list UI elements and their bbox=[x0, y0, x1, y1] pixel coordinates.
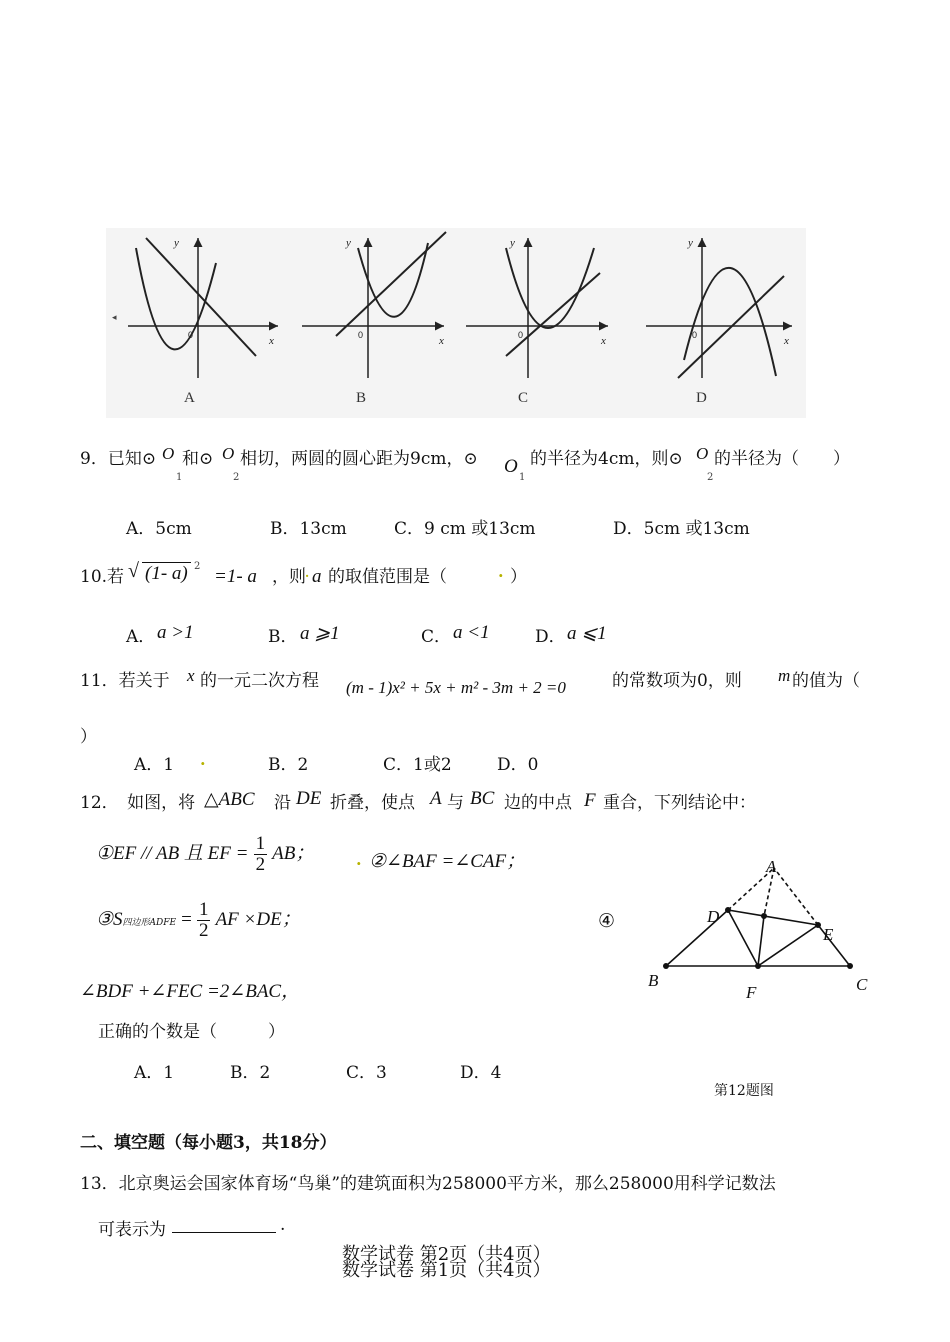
q12-c3-num: 1 bbox=[198, 899, 209, 920]
q12-option-b: B．2 bbox=[230, 1063, 271, 1083]
q9-stem-b: 和⊙ bbox=[182, 449, 214, 469]
q12-conclusion-4-mark: ④ bbox=[598, 911, 616, 932]
q12-figure-svg bbox=[640, 852, 880, 1012]
graph-b-label: B bbox=[356, 390, 367, 406]
q12-point-f: F bbox=[584, 790, 596, 811]
q9-stem-e: 的半径为（ ） bbox=[714, 449, 850, 469]
q12-label-b: B bbox=[648, 971, 659, 990]
graph-b-y-label: y bbox=[346, 237, 351, 249]
graph-c-y-label: y bbox=[510, 237, 515, 249]
q10-stem-a: 10.若 bbox=[80, 567, 125, 587]
q10-option-b-label: B． bbox=[268, 627, 298, 647]
q10-stem-d: ） bbox=[510, 567, 527, 587]
q9-o1-big: O bbox=[504, 456, 518, 477]
q12-c3-a: ③S bbox=[96, 909, 123, 930]
q12-ask: 正确的个数是（ ） bbox=[98, 1022, 285, 1042]
q12-de: DE bbox=[296, 788, 322, 809]
q11-option-c: C．1或2 bbox=[383, 755, 452, 775]
q12-c3-b: = bbox=[181, 909, 192, 930]
q12-label-e: E bbox=[823, 925, 834, 944]
q12-c1-b: AB； bbox=[272, 843, 315, 864]
q10-option-b-expr: a ⩾1 bbox=[300, 623, 340, 644]
graph-c bbox=[466, 238, 608, 378]
decorative-dot: . bbox=[200, 750, 206, 769]
decorative-dot: . bbox=[356, 850, 362, 869]
q11-stem-b: 的一元二次方程 bbox=[200, 671, 319, 691]
q9-sub1: 1 bbox=[176, 472, 183, 483]
q9-o1: O bbox=[162, 444, 175, 463]
graphs-svg bbox=[106, 228, 806, 418]
q12-bc: BC bbox=[470, 788, 495, 809]
q11-var-m: m bbox=[778, 666, 791, 685]
graph-a-origin: 0 bbox=[188, 330, 194, 340]
q12-c1-a: ①EF // AB 且 EF = bbox=[96, 843, 249, 864]
q11-stem-a: 11．若关于 bbox=[80, 671, 170, 691]
q10-radical-sign: √ bbox=[128, 560, 139, 582]
q12-conclusion-2: ②∠BAF =∠CAF； bbox=[369, 851, 526, 872]
q12-c1-num: 1 bbox=[255, 833, 266, 854]
q12-label-a: A bbox=[766, 857, 777, 876]
q12-figure bbox=[640, 852, 880, 1012]
q12-stem-d: 与 bbox=[447, 793, 464, 813]
q9-option-d: D．5cm 或13cm bbox=[613, 519, 750, 539]
q10-option-c-expr: a <1 bbox=[453, 622, 490, 643]
q12-label-c: C bbox=[856, 975, 868, 994]
decorative-dot: . bbox=[305, 566, 310, 580]
graph-d bbox=[646, 238, 792, 378]
graph-a-x-label: x bbox=[269, 335, 274, 347]
q9-o2: O bbox=[222, 444, 235, 463]
q10-stem-c: 的取值范围是（ bbox=[328, 567, 447, 587]
q10-option-c-label: C． bbox=[421, 627, 452, 647]
function-graphs-figure bbox=[106, 228, 806, 418]
q11-option-a: A．1 bbox=[134, 755, 175, 775]
graph-c-x-label: x bbox=[601, 335, 606, 347]
q12-stem-a: 12． 如图，将 bbox=[80, 793, 196, 813]
q12-stem-f: 重合，下列结论中： bbox=[603, 793, 756, 813]
q9-option-c: C．9 cm 或13cm bbox=[394, 519, 536, 539]
q10-rhs: =1- a bbox=[214, 566, 257, 587]
footer-page-2: 数学试卷 第2页（共4页） bbox=[342, 1244, 551, 1265]
q9-o1-big-sub: 1 bbox=[519, 472, 526, 483]
q11-stem-d: 的值为（ bbox=[792, 671, 860, 691]
q10-option-a-label: A． bbox=[126, 627, 156, 647]
q13-answer-blank[interactable] bbox=[172, 1232, 276, 1233]
section-2-title: 二、填空题（每小题3，共18分） bbox=[80, 1133, 337, 1153]
q12-c3-c: AF ×DE； bbox=[215, 909, 301, 930]
q12-stem-e: 边的中点 bbox=[504, 793, 572, 813]
q9-option-b: B．13cm bbox=[270, 519, 347, 539]
q9-sub2: 2 bbox=[233, 472, 240, 483]
svg-text:◂: ◂ bbox=[112, 313, 117, 323]
graph-a-y-label: y bbox=[174, 237, 179, 249]
graph-c-label: C bbox=[518, 390, 529, 406]
graph-c-origin: 0 bbox=[518, 330, 524, 340]
q12-c3-fraction bbox=[197, 900, 211, 941]
q12-conclusion-1 bbox=[96, 834, 314, 875]
q12-c1-den: 2 bbox=[255, 854, 266, 875]
q12-c3-den: 2 bbox=[198, 920, 209, 941]
q13-line-2-end: . bbox=[280, 1215, 286, 1235]
q10-radicand: (1- a) bbox=[142, 562, 191, 585]
q12-triangle: △ABC bbox=[204, 789, 255, 810]
graph-a bbox=[128, 238, 278, 378]
q12-option-c: C．3 bbox=[346, 1063, 387, 1083]
q10-option-d-expr: a ⩽1 bbox=[567, 623, 607, 644]
q12-c1-fraction bbox=[254, 834, 268, 875]
q12-conclusion-3 bbox=[96, 900, 301, 941]
decorative-dot: . bbox=[498, 562, 504, 581]
q10-exponent: 2 bbox=[194, 561, 201, 572]
graph-b bbox=[302, 232, 446, 378]
q9-option-a: A．5cm bbox=[126, 519, 192, 539]
q12-conclusion-4: ∠BDF +∠FEC =2∠BAC， bbox=[80, 981, 301, 1002]
q11-stem-c: 的常数项为0，则 bbox=[612, 671, 742, 691]
footer-page-1: 数学试卷 第1页（共4页） bbox=[342, 1260, 551, 1281]
q11-equation: (m - 1)x² + 5x + m² - 3m + 2 =0 bbox=[346, 678, 566, 697]
q9-sub3: 2 bbox=[707, 472, 714, 483]
q12-label-f: F bbox=[746, 983, 757, 1002]
q12-c3-sub: 四边形ADFE bbox=[122, 918, 177, 928]
graph-d-label: D bbox=[696, 390, 707, 406]
q13-line-1: 13．北京奥运会国家体育场“鸟巢”的建筑面积为258000平方米，那么258000用科学记数法 bbox=[80, 1174, 776, 1194]
q10-var: a bbox=[312, 566, 322, 587]
q12-stem-c: 折叠，使点 bbox=[330, 793, 415, 813]
graph-d-origin: 0 bbox=[692, 330, 698, 340]
q10-stem-b: ，则 bbox=[272, 567, 306, 587]
q13-line-2: 可表示为 bbox=[98, 1220, 166, 1240]
graph-b-origin: 0 bbox=[358, 330, 364, 340]
q11-close-paren: ） bbox=[80, 727, 97, 747]
q12-point-a: A bbox=[430, 788, 442, 809]
q12-option-a: A．1 bbox=[134, 1063, 175, 1083]
q12-stem-b: 沿 bbox=[274, 793, 291, 813]
q11-var-x: x bbox=[187, 666, 195, 685]
q11-option-b: B．2 bbox=[268, 755, 309, 775]
graph-b-x-label: x bbox=[439, 335, 444, 347]
q11-option-d: D．0 bbox=[497, 755, 539, 775]
q12-label-d: D bbox=[707, 907, 720, 926]
graph-d-y-label: y bbox=[688, 237, 693, 249]
q9-stem-a: 9．已知⊙ bbox=[80, 449, 157, 469]
q12-option-d: D．4 bbox=[460, 1063, 502, 1083]
q9-stem-c: 相切，两圆的圆心距为9cm，⊙ bbox=[240, 449, 478, 469]
graph-d-x-label: x bbox=[784, 335, 789, 347]
q10-option-a-expr: a >1 bbox=[157, 622, 194, 643]
q12-figure-caption: 第12题图 bbox=[714, 1083, 774, 1099]
q10-option-d-label: D． bbox=[535, 627, 566, 647]
q9-stem-d: 的半径为4cm，则⊙ bbox=[530, 449, 683, 469]
graph-a-label: A bbox=[184, 390, 195, 406]
q9-o3: O bbox=[696, 444, 709, 463]
